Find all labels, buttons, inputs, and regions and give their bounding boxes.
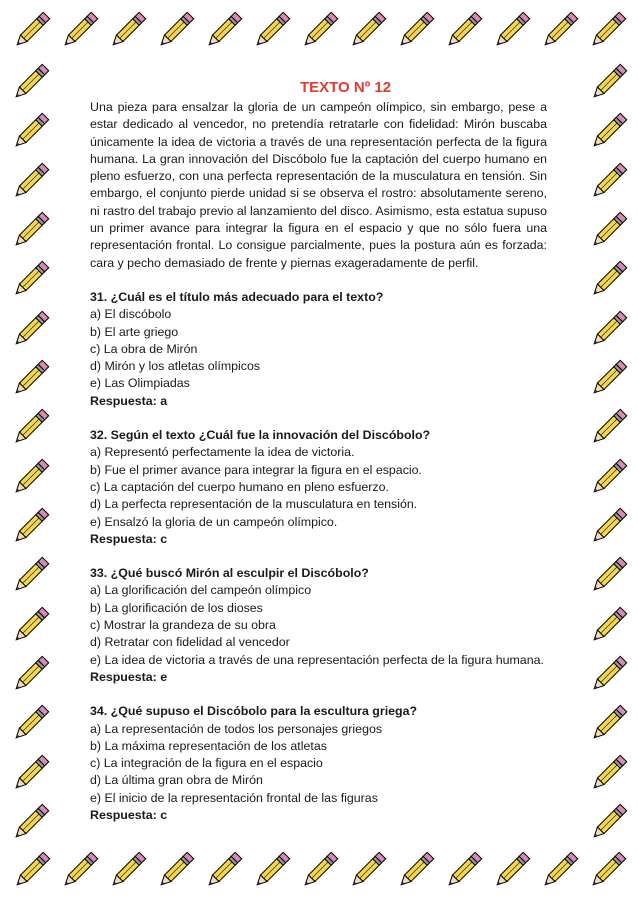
question-block bbox=[90, 289, 547, 410]
option-d: d) Mirón y los atletas olímpicos bbox=[90, 359, 261, 374]
pencil-icon bbox=[104, 848, 150, 894]
pencil-icon bbox=[7, 60, 53, 106]
pencil-icon bbox=[152, 848, 198, 894]
pencil-icon bbox=[7, 751, 53, 797]
option-d: d) Retratar con fidelidad al vencedor bbox=[90, 635, 290, 650]
option-e: e) Ensalzó la gloria de un campeón olímpico. bbox=[90, 514, 338, 529]
pencil-icon bbox=[392, 848, 438, 894]
pencil-icon bbox=[7, 257, 53, 303]
question-block bbox=[90, 565, 547, 686]
answer-text: Respuesta: c bbox=[90, 807, 168, 822]
answer-text: Respuesta: a bbox=[90, 393, 168, 408]
pencil-icon bbox=[585, 109, 631, 155]
pencil-icon bbox=[56, 848, 102, 894]
pencil-icon bbox=[585, 603, 631, 649]
pencil-icon bbox=[536, 848, 582, 894]
pencil-icon bbox=[200, 8, 246, 54]
question-text: 33. ¿Qué buscó Mirón al esculpir el Discóbolo? bbox=[90, 566, 369, 581]
pencil-icon bbox=[392, 8, 438, 54]
pencil-icon bbox=[56, 8, 102, 54]
pencil-icon bbox=[8, 848, 54, 894]
pencil-icon bbox=[585, 356, 631, 402]
passage-text: Una pieza para ensalzar la gloria de un campeón olímpico, sin embargo, pese a estar dedicado al vencedor, no pretendía retratarle con fidelidad: Mirón buscaba únicamente la idea de victoria a través de una representación perfecta de la figura humana. La gran innovación del Discóbolo fue la captación del cuerpo humano en pleno esfuerzo, con una perfecta representación de la musculatura en tensión. Sin embargo, el conjunto pierde unidad si se observa el rostro: absolutamente sereno, ni rastro del trabajo previo al lanzamiento del disco. Asimismo, esta estatua supuso un primer avance para integrar la figura en el espacio y que no sólo fuera una representación frontal. Lo consigue parcialmente, pues la postura aún es forzada: cara y pecho demasiado de frente y piernas exageradamente de perfil. bbox=[90, 100, 547, 270]
answer-text: Respuesta: c bbox=[90, 531, 168, 546]
pencil-icon bbox=[248, 8, 294, 54]
pencil-icon bbox=[200, 848, 246, 894]
pencil-icon bbox=[7, 307, 53, 353]
pencil-icon bbox=[585, 652, 631, 698]
option-b: b) Fue el primer avance para integrar la figura en el espacio. bbox=[90, 462, 422, 477]
question-block bbox=[90, 427, 547, 548]
pencil-icon bbox=[7, 652, 53, 698]
pencil-icon bbox=[7, 800, 53, 846]
pencil-icon bbox=[585, 159, 631, 205]
option-c: c) La integración de la figura en el espacio bbox=[90, 756, 323, 771]
pencil-icon bbox=[8, 8, 54, 54]
answer-text: Respuesta: e bbox=[90, 669, 168, 684]
pencil-icon bbox=[585, 701, 631, 747]
pencil-icon bbox=[585, 405, 631, 451]
option-a: a) La glorificación del campeón olímpico bbox=[90, 583, 312, 598]
option-b: b) El arte griego bbox=[90, 324, 179, 339]
pencil-icon bbox=[584, 848, 630, 894]
option-a: a) Representó perfectamente la idea de victoria. bbox=[90, 445, 355, 460]
pencil-icon bbox=[440, 8, 486, 54]
pencil-icon bbox=[7, 553, 53, 599]
option-d: d) La última gran obra de Mirón bbox=[90, 773, 263, 788]
pencil-icon bbox=[7, 109, 53, 155]
pencil-icon bbox=[7, 159, 53, 205]
pencil-icon bbox=[536, 8, 582, 54]
option-e: e) Las Olimpiadas bbox=[90, 376, 190, 391]
pencil-icon bbox=[585, 504, 631, 550]
pencil-icon bbox=[7, 701, 53, 747]
pencil-icon bbox=[585, 800, 631, 846]
option-b: b) La máxima representación de los atletas bbox=[90, 738, 327, 753]
pencil-icon bbox=[344, 8, 390, 54]
pencil-icon bbox=[104, 8, 150, 54]
option-e: e) La idea de victoria a través de una representación perfecta de la figura humana. bbox=[90, 652, 544, 667]
pencil-icon bbox=[7, 504, 53, 550]
pencil-icon bbox=[7, 603, 53, 649]
page-title: TEXTO Nº 12 bbox=[299, 79, 392, 96]
pencil-icon bbox=[585, 307, 631, 353]
question-text: 34. ¿Qué supuso el Discóbolo para la escultura griega? bbox=[90, 704, 418, 719]
pencil-icon bbox=[7, 356, 53, 402]
pencil-icon bbox=[296, 8, 342, 54]
pencil-icon bbox=[585, 553, 631, 599]
pencil-icon bbox=[296, 848, 342, 894]
pencil-border-right bbox=[584, 60, 632, 846]
option-e: e) El inicio de la representación frontal de las figuras bbox=[90, 790, 378, 805]
question-block bbox=[90, 703, 547, 824]
pencil-icon bbox=[7, 405, 53, 451]
option-b: b) La glorificación de los dioses bbox=[90, 600, 263, 615]
pencil-icon bbox=[248, 848, 294, 894]
pencil-border-top bbox=[8, 6, 630, 56]
pencil-icon bbox=[584, 8, 630, 54]
option-c: c) La captación del cuerpo humano en pleno esfuerzo. bbox=[90, 479, 389, 494]
pencil-icon bbox=[585, 208, 631, 254]
question-text: 32. Según el texto ¿Cuál fue la innovación del Discóbolo? bbox=[90, 428, 431, 443]
pencil-border-left bbox=[6, 60, 54, 846]
pencil-icon bbox=[585, 257, 631, 303]
document-content bbox=[90, 79, 547, 824]
question-text: 31. ¿Cuál es el título más adecuado para el texto? bbox=[90, 289, 384, 304]
pencil-icon bbox=[488, 848, 534, 894]
pencil-icon bbox=[7, 208, 53, 254]
pencil-icon bbox=[585, 751, 631, 797]
option-c: c) La obra de Mirón bbox=[90, 341, 198, 356]
pencil-icon bbox=[152, 8, 198, 54]
pencil-icon bbox=[7, 455, 53, 501]
option-a: a) El discóbolo bbox=[90, 307, 172, 322]
pencil-icon bbox=[488, 8, 534, 54]
option-c: c) Mostrar la grandeza de su obra bbox=[90, 618, 276, 633]
pencil-icon bbox=[585, 60, 631, 106]
option-a: a) La representación de todos los personajes griegos bbox=[90, 721, 383, 736]
pencil-border-bottom bbox=[8, 846, 630, 896]
pencil-icon bbox=[344, 848, 390, 894]
option-d: d) La perfecta representación de la musculatura en tensión. bbox=[90, 497, 418, 512]
pencil-icon bbox=[440, 848, 486, 894]
pencil-icon bbox=[585, 455, 631, 501]
